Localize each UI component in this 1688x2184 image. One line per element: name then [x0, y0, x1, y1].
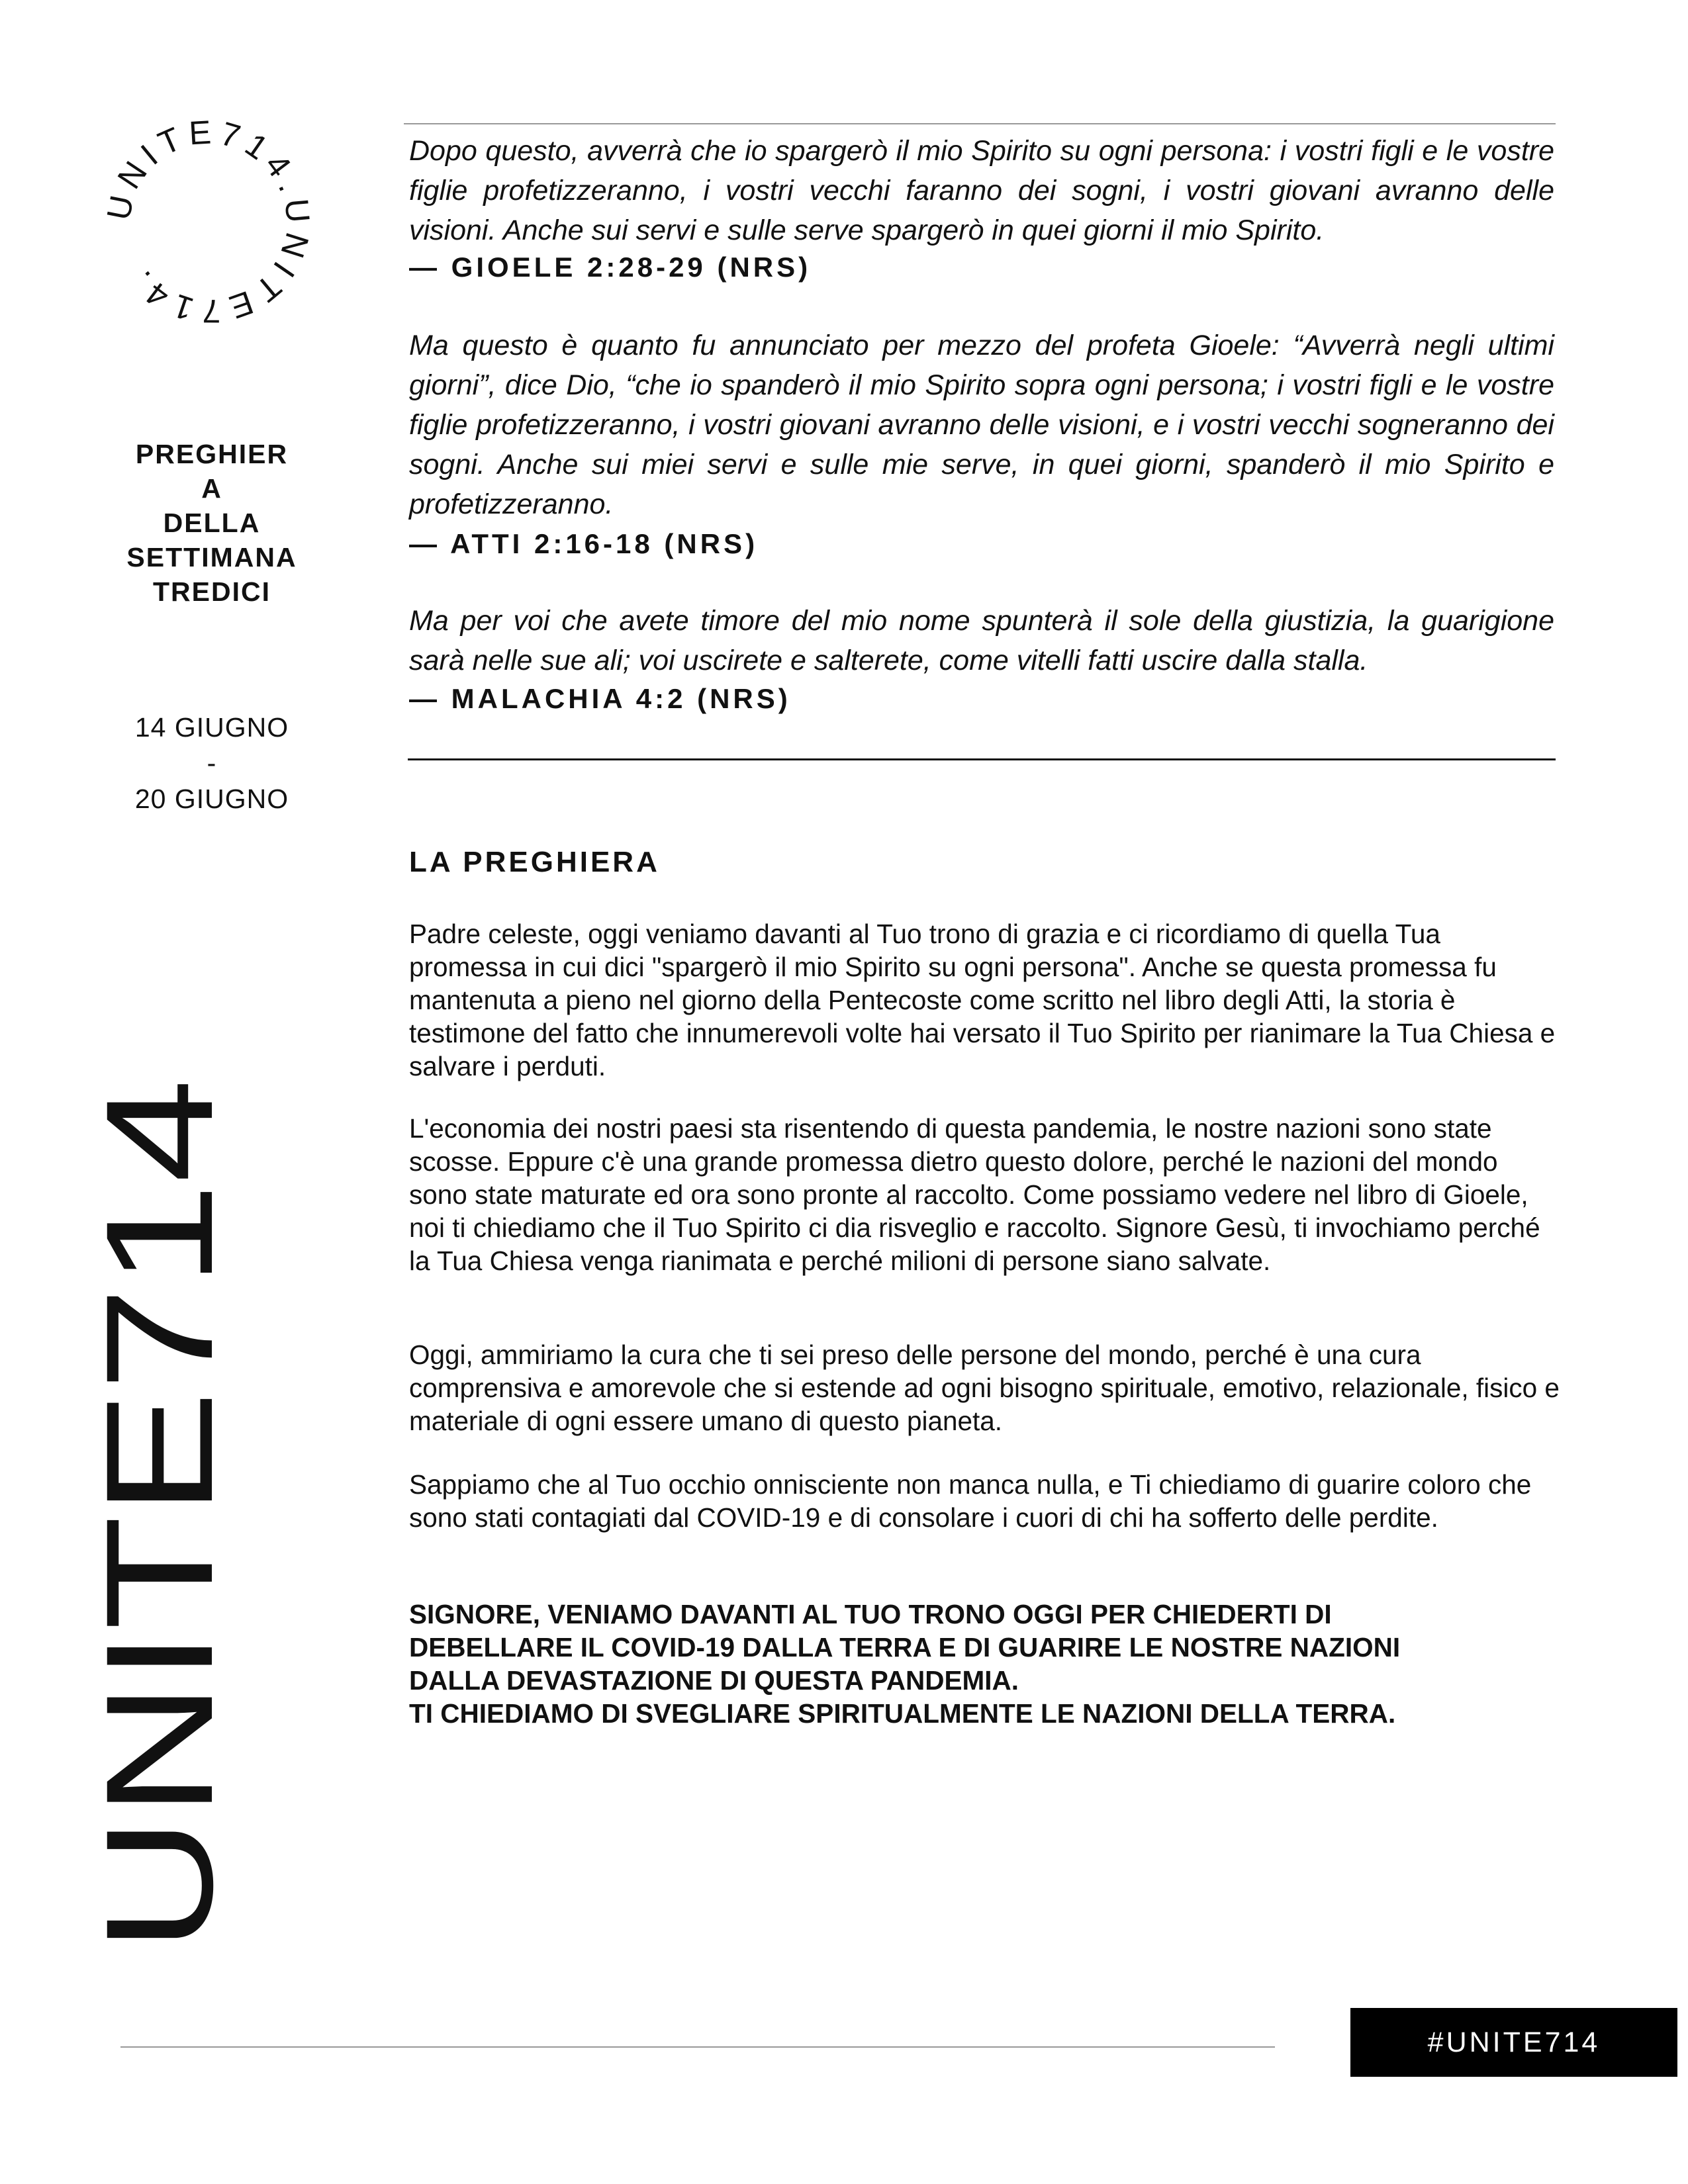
sidebar-date-range — [99, 709, 324, 817]
verse-reference: — ATTI 2:16-18 (NRS) — [409, 528, 759, 559]
date-start: 14 GIUGNO — [134, 712, 289, 743]
verse-reference: — MALACHIA 4:2 (NRS) — [409, 683, 791, 714]
sidebar-title-line: SETTIMANA — [126, 542, 297, 572]
vertical-brand-wordmark — [74, 1066, 245, 1952]
prayer-closing-line: SIGNORE, VENIAMO DAVANTI AL TUO TRONO OGGI PER CHIEDERTI DI — [409, 1599, 1332, 1629]
prayer-closing-line: TI CHIEDIAMO DI SVEGLIARE SPIRITUALMENTE LE NAZIONI DELLA TERRA. — [409, 1698, 1396, 1729]
verse-text: Ma per voi che avete timore del mio nome spunterà il sole della giustizia, la guarigione sarà nelle sue ali; voi uscirete e salterete, come vitelli fatti uscire dalla stalla. — [409, 605, 1554, 676]
verse-text: Ma questo è quanto fu annunciato per mezzo del profeta Gioele: “Avverrà negli ultimi giorni”, dice Dio, “che io spanderò il mio Spirito sopra ogni persona; i vostri figli e le vostre figlie profetizzeranno, i vostri giovani avranno delle visioni, e i vostri vecchi sogneranno dei sogni. Anche sui miei servi e sulle mie serve, in quei giorni, spanderò il mio Spirito e profetizzeranno. — [409, 330, 1554, 520]
sidebar-title-line: A — [201, 473, 222, 504]
section-divider — [408, 758, 1556, 760]
sidebar-title — [99, 437, 324, 609]
prayer-heading: LA PREGHIERA — [409, 846, 660, 878]
sidebar-title-line: TREDICI — [153, 576, 271, 607]
date-end: 20 GIUGNO — [134, 784, 289, 814]
svg-text:UNITE714.UNITE714. — [100, 113, 318, 330]
prayer-closing-line: DEBELLARE IL COVID-19 DALLA TERRA E DI GUARIRE LE NOSTRE NAZIONI — [409, 1632, 1401, 1662]
sidebar-title-line: DELLA — [163, 508, 261, 538]
logo-ring-text: UNITE714.UNITE714. — [99, 113, 318, 330]
hashtag-text: #UNITE714 — [1427, 2026, 1601, 2058]
prayer-paragraph: L'economia dei nostri paesi sta risentendo di questa pandemia, le nostre nazioni sono state scosse. Eppure c'è una grande promessa dietro questo dolore, perché le nazioni del mondo sono state maturate ed ora sono pronte al raccolto. Come possiamo vedere nel libro di Gioele, noi ti chiediamo che il Tuo Spirito ci dia risveglio e raccolto. Signore Gesù, ti invochiamo perché la Tua Chiesa venga rianimata e perché milioni di persone siano salvate. — [409, 1113, 1540, 1276]
sidebar-title-line: PREGHIER — [135, 439, 289, 469]
date-separator: - — [207, 748, 217, 778]
top-divider — [404, 123, 1556, 124]
verse-text: Dopo questo, avverrà che io spargerò il mio Spirito su ogni persona: i vostri figli e le vostre figlie profetizzeranno, i vostri vecchi faranno dei sogni, i vostri giovani avranno delle visioni. Anche sui servi e sulle serve spargerò in quei giorni il mio Spirito. — [409, 135, 1554, 246]
prayer-closing — [409, 1598, 1561, 1730]
vertical-brand-text: UNITE714 — [74, 1242, 244, 1952]
hashtag-badge — [1350, 2008, 1677, 2077]
prayer-closing-line: DALLA DEVASTAZIONE DI QUESTA PANDEMIA. — [409, 1665, 1019, 1696]
unite714-circular-logo — [99, 113, 318, 331]
footer-divider — [120, 2046, 1275, 2048]
prayer-paragraph: Oggi, ammiriamo la cura che ti sei preso delle persone del mondo, perché è una cura comprensiva e amorevole che si estende ad ogni bisogno spirituale, emotivo, relazionale, fisico e materiale di ogni essere umano di questo pianeta. — [409, 1340, 1560, 1436]
prayer-paragraph: Sappiamo che al Tuo occhio onnisciente non manca nulla, e Ti chiediamo di guarire coloro che sono stati contagiati dal COVID-19 e di consolare i cuori di chi ha sofferto delle perdite. — [409, 1469, 1532, 1533]
verse-reference: — GIOELE 2:28-29 (NRS) — [409, 251, 812, 283]
prayer-paragraph: Padre celeste, oggi veniamo davanti al Tuo trono di grazia e ci ricordiamo di quella Tua promessa in cui dici "spargerò il mio Spirito su ogni persona". Anche se questa promessa fu mantenuta a pieno nel giorno della Pentecoste come scritto nel libro degli Atti, la storia è testimone del fatto che innumerevoli volte hai versato il Tuo Spirito per rianimare la Tua Chiesa e salvare i perduti. — [409, 919, 1556, 1081]
